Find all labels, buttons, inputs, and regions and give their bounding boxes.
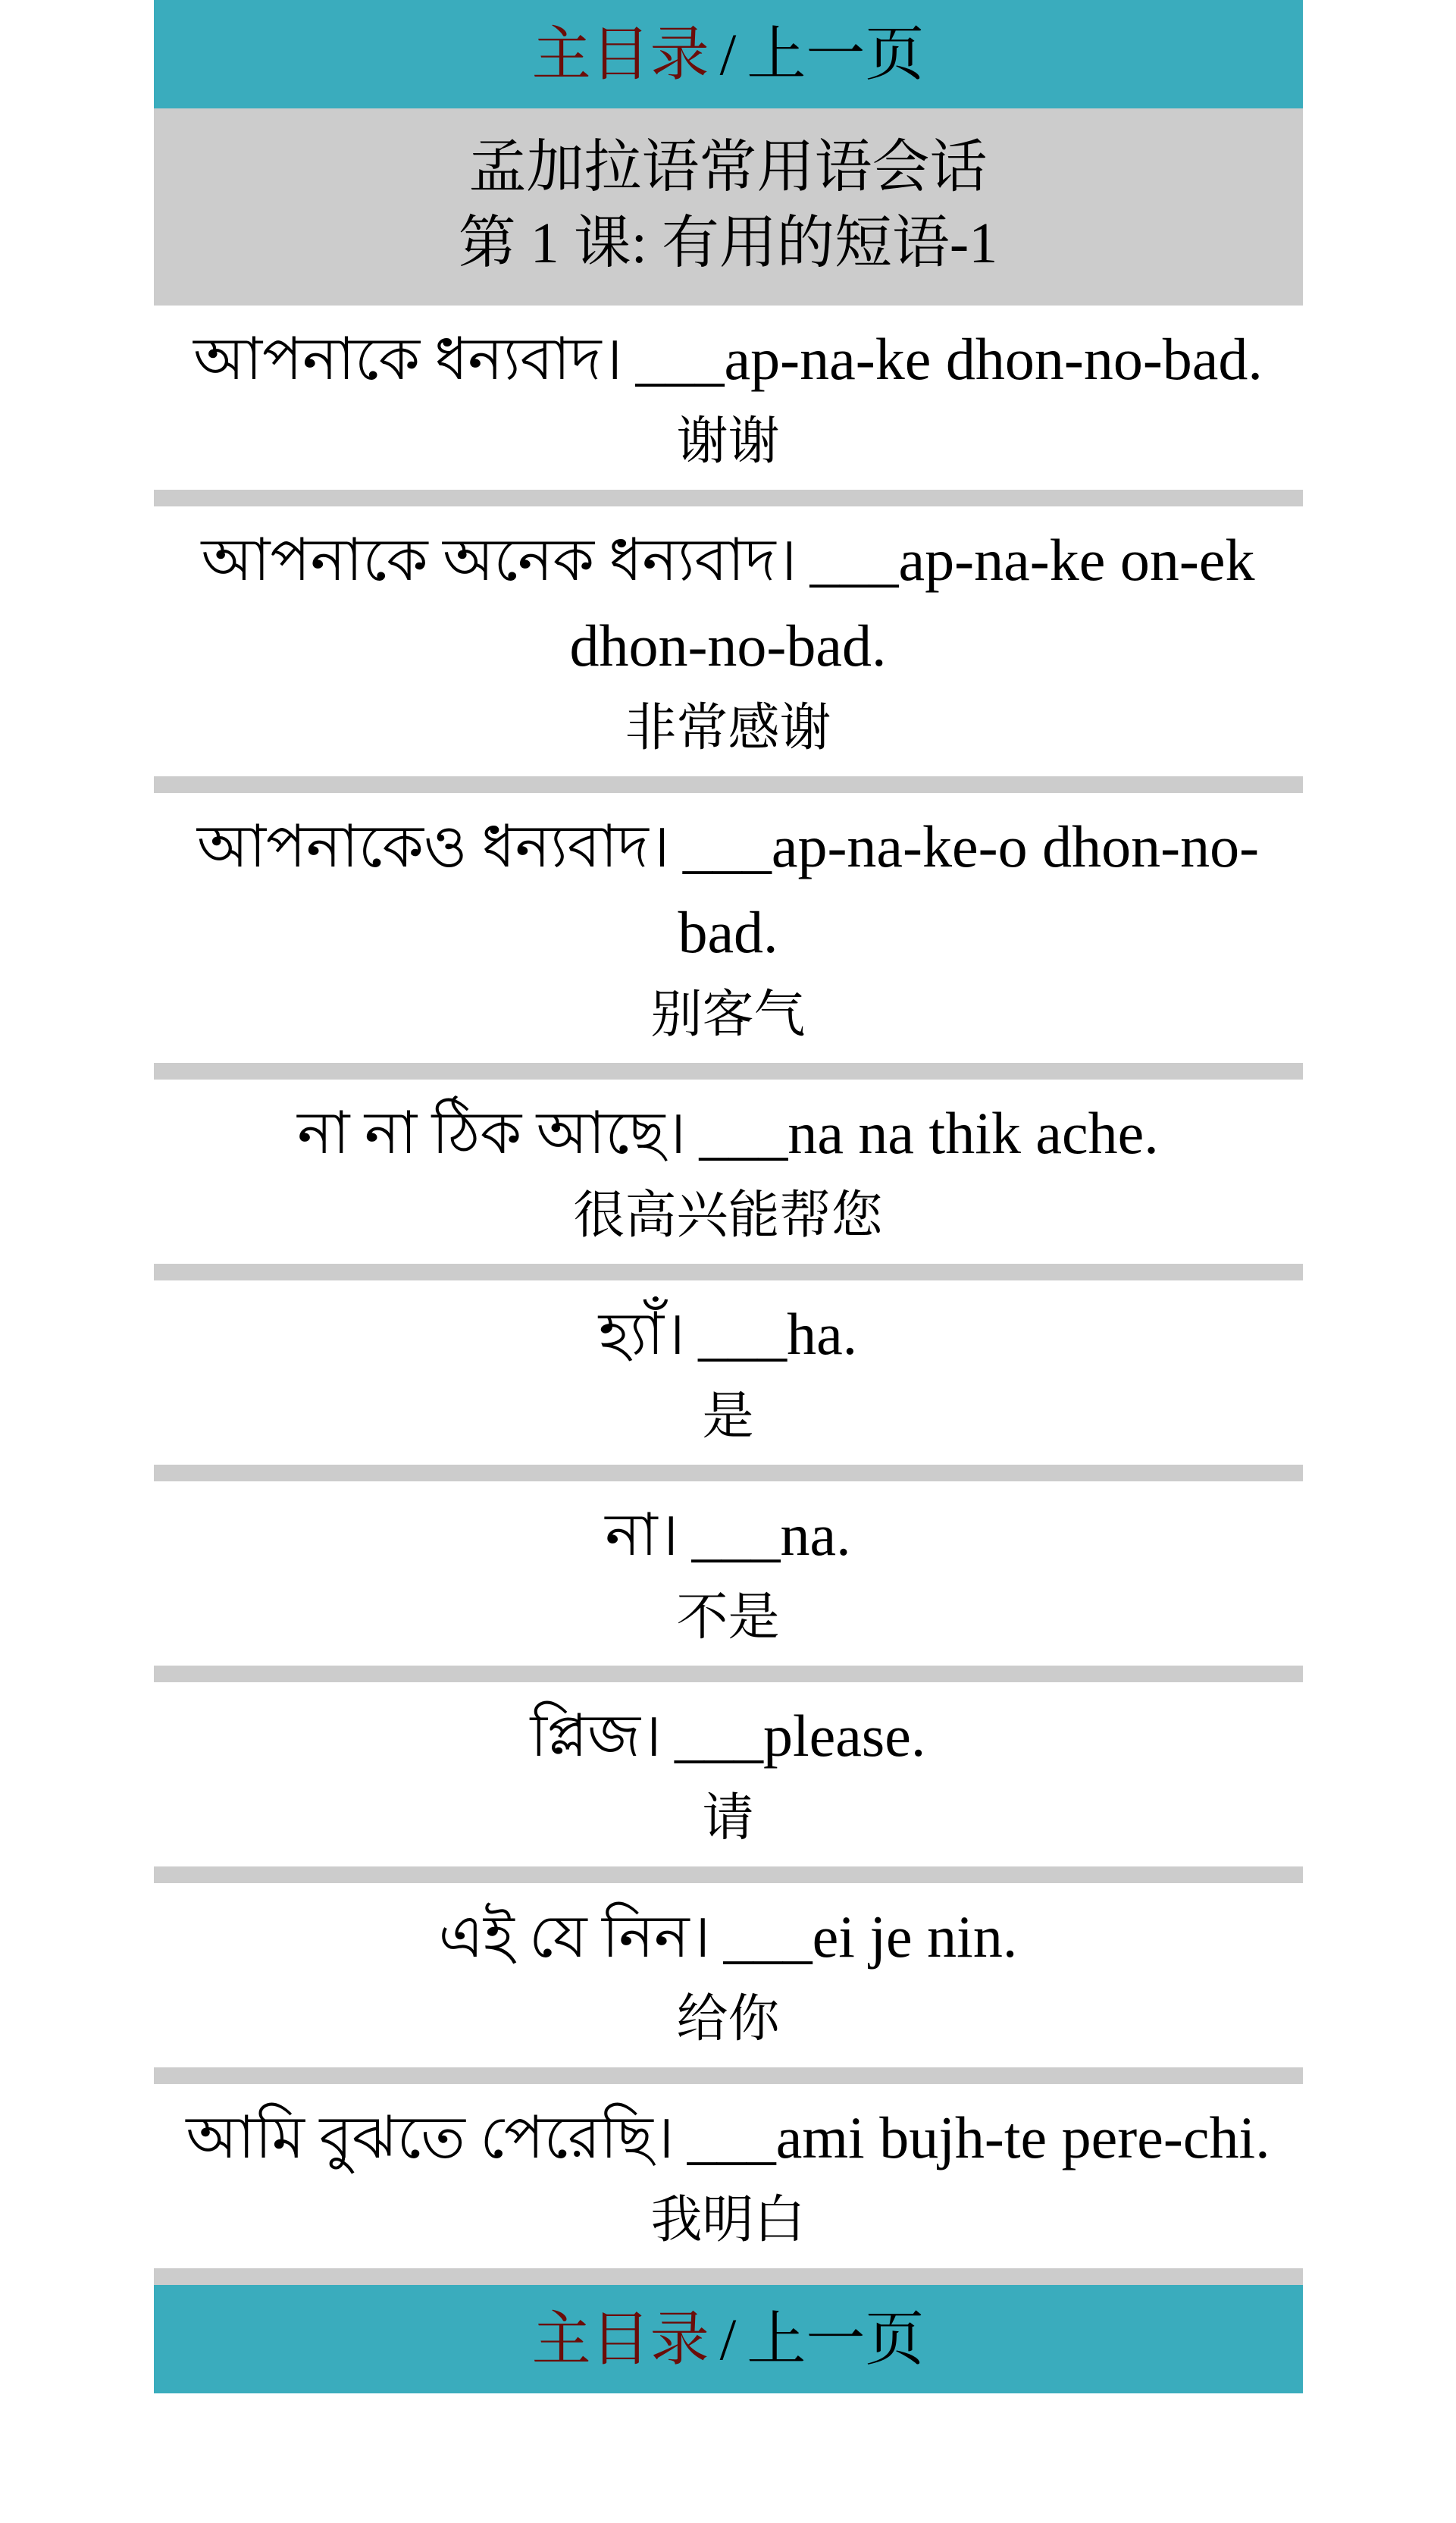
- phrase-row: [154, 1280, 1303, 1465]
- phrase-line: [154, 1291, 1303, 1377]
- row-divider: [154, 490, 1303, 506]
- romanization-text: na.: [780, 1502, 851, 1568]
- main-menu-link[interactable]: 主目录: [531, 2305, 709, 2372]
- phrase-row: [154, 793, 1303, 1063]
- phrase-row: [154, 306, 1303, 490]
- row-divider: [154, 1666, 1303, 1682]
- bottom-nav-bar: [154, 2285, 1303, 2393]
- course-title: 孟加拉语常用语会话: [468, 136, 988, 199]
- row-divider: [154, 1866, 1303, 1883]
- phrase-line: [154, 804, 1303, 975]
- chinese-translation: 不是: [676, 1588, 780, 1646]
- phrase-line: [154, 1894, 1303, 1979]
- lesson-subtitle: 第 1 课: 有用的短语-1: [458, 212, 998, 275]
- romanization-text: please.: [763, 1703, 926, 1769]
- main-menu-link[interactable]: 主目录: [531, 20, 709, 87]
- prev-page-link[interactable]: 上一页: [747, 2305, 925, 2372]
- bengali-text: হ্যাঁ।: [598, 1301, 685, 1367]
- chinese-translation: 别客气: [650, 986, 806, 1043]
- nav-separator: /: [719, 2305, 737, 2372]
- bengali-text: এই যে নিন।: [438, 1904, 711, 1970]
- romanization-text: ha.: [787, 1301, 858, 1367]
- top-nav-bar: [154, 0, 1303, 108]
- romanization-text: ap-na-ke on-ek dhon-no-bad.: [569, 527, 1255, 679]
- nav-separator: /: [719, 20, 737, 87]
- phrase-separator: ___: [698, 1301, 787, 1367]
- phrase-line: [154, 517, 1303, 688]
- chinese-translation: 是: [702, 1387, 754, 1445]
- romanization-text: ap-na-ke-o dhon-no-bad.: [678, 813, 1260, 965]
- phrase-row: [154, 2084, 1303, 2268]
- phrase-separator: ___: [699, 1100, 788, 1166]
- prev-page-link[interactable]: 上一页: [747, 20, 925, 87]
- chinese-translation: 很高兴能帮您: [573, 1186, 883, 1244]
- bengali-text: আপনাকে অনেক ধন্যবাদ।: [201, 527, 797, 593]
- phrase-row: [154, 506, 1303, 776]
- row-divider: [154, 1465, 1303, 1481]
- bengali-text: আমি বুঝতে পেরেছি।: [186, 2105, 675, 2170]
- phrase-line: [154, 1492, 1303, 1578]
- chinese-translation: 我明白: [650, 2191, 806, 2249]
- chinese-translation: 谢谢: [676, 412, 780, 470]
- phrase-row: [154, 1481, 1303, 1666]
- chinese-translation: 请: [702, 1789, 754, 1847]
- chinese-translation: 非常感谢: [625, 699, 831, 757]
- romanization-text: ei je nin.: [812, 1904, 1018, 1970]
- romanization-text: na na thik ache.: [787, 1100, 1159, 1166]
- phrase-separator: ___: [635, 326, 725, 392]
- phrase-line: [154, 316, 1303, 402]
- phrase-line: [154, 1693, 1303, 1779]
- bengali-text: আপনাকেও ধন্যবাদ।: [196, 813, 670, 879]
- phrase-separator: ___: [723, 1904, 813, 1970]
- phrase-row: [154, 1080, 1303, 1264]
- phrase-separator: ___: [675, 1703, 763, 1769]
- bengali-text: না।: [605, 1502, 679, 1568]
- phrase-list: [154, 306, 1303, 2285]
- row-divider: [154, 776, 1303, 793]
- chinese-translation: 给你: [676, 1990, 780, 2048]
- row-divider: [154, 1063, 1303, 1080]
- romanization-text: ap-na-ke dhon-no-bad.: [724, 326, 1263, 392]
- bengali-text: না না ঠিক আছে।: [297, 1100, 687, 1166]
- phrase-separator: ___: [691, 1502, 781, 1568]
- row-divider: [154, 1264, 1303, 1280]
- row-divider: [154, 2067, 1303, 2084]
- phrase-separator: ___: [687, 2105, 776, 2170]
- phrase-separator: ___: [809, 527, 899, 593]
- phrase-row: [154, 1682, 1303, 1866]
- bengali-text: আপনাকে ধন্যবাদ।: [193, 326, 623, 392]
- lesson-page: [154, 0, 1303, 2393]
- romanization-text: ami bujh-te pere-chi.: [775, 2105, 1270, 2170]
- phrase-row: [154, 1883, 1303, 2067]
- bengali-text: প্লিজ।: [530, 1703, 662, 1769]
- row-divider: [154, 2268, 1303, 2285]
- lesson-title-block: [154, 108, 1303, 306]
- phrase-line: [154, 1090, 1303, 1176]
- phrase-separator: ___: [682, 813, 772, 879]
- phrase-line: [154, 2095, 1303, 2180]
